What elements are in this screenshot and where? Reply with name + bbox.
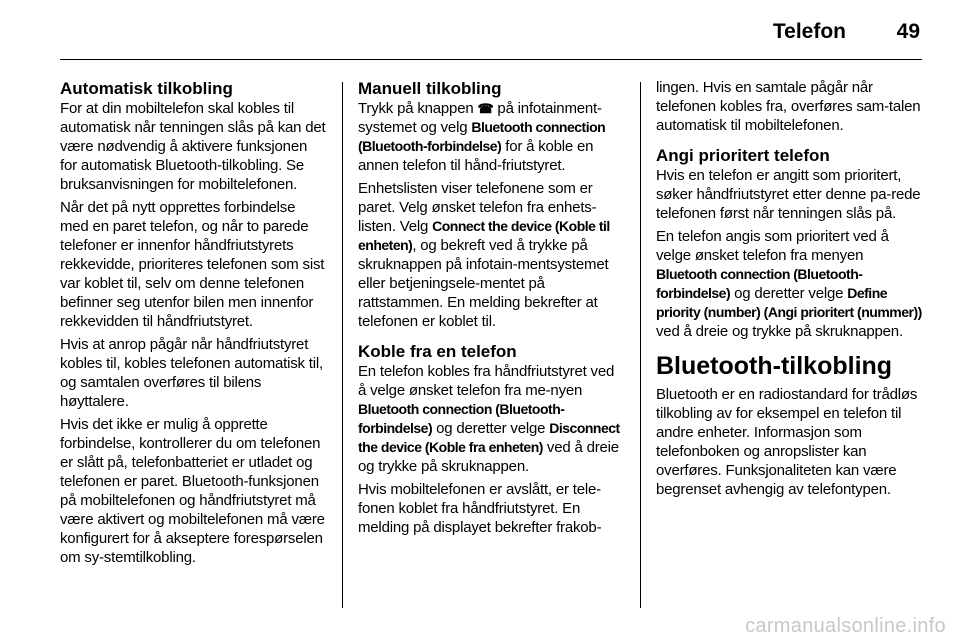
- paragraph: [358, 179, 624, 331]
- text-run: på infotainment-systemet og velg: [358, 100, 602, 136]
- paragraph: [358, 362, 624, 476]
- paragraph: lingen. Hvis en samtale pågår når telefonen kobles fra, overføres sam-talen automatisk til mobiltelefonen.: [656, 79, 921, 134]
- column-divider-2: [640, 82, 641, 608]
- heading-automatisk-tilkobling: Automatisk tilkobling: [60, 79, 233, 98]
- page-title: Telefon: [772, 20, 846, 43]
- heading-bluetooth-tilkobling: Bluetooth-tilkobling: [656, 352, 893, 380]
- menu-term: Bluetooth connection (Bluetooth-forbindelse): [358, 401, 565, 436]
- heading-angi-prioritert: Angi prioritert telefon: [656, 146, 830, 165]
- text-run: ved å dreie og trykke på skruknappen.: [656, 323, 903, 340]
- paragraph: For at din mobiltelefon skal kobles til automatisk når tenningen slås på kan det være nødvendig å aktivere funksjonen for automatisk Bluetooth-tilkobling. Se bruksanvisningen for mobiltelefonen.: [60, 100, 326, 193]
- paragraph: Hvis en telefon er angitt som prioritert, søker håndfriutstyret etter denne pa-rede telefonen først når tenningen slås på.: [656, 167, 921, 222]
- paragraph: Hvis det ikke er mulig å opprette forbindelse, kontrollerer du om telefonen er slått på, telefonbatteriet er utladet og telefonen er paret. Bluetooth-funksjonen på mobiltelefonen og håndfriutstyret må være aktivert og mobiltelefonen må være konfigurert for å akseptere forespørselen om sy-stemtilkobling.: [60, 416, 325, 566]
- heading-koble-fra: Koble fra en telefon: [358, 342, 517, 361]
- column-3: [656, 78, 924, 503]
- text-run: , og bekreft ved å trykke på skruknappen på infotain-mentsystemet eller betjeningsele-mentet på rattstammen. En melding bekrefter at telefonen er koblet til.: [358, 237, 609, 330]
- column-divider-1: [342, 82, 343, 608]
- text-run: En telefon angis som prioritert ved å velge ønsket telefon fra menyen: [656, 228, 889, 264]
- paragraph: Bluetooth er en radiostandard for trådløs tilkobling av for eksempel en telefon til andre enheter. Informasjon som telefonboken og anropslister kan overføres. Funksjonaliteten kan være begrenset avhengig av telefontypen.: [656, 386, 918, 498]
- text-run: Trykk på knappen: [358, 100, 474, 117]
- page-number: 49: [896, 20, 920, 43]
- menu-term: Define priority (number) (Angi prioritert (nummer)): [656, 285, 922, 320]
- paragraph: Hvis mobiltelefonen er avslått, er tele-fonen koblet fra håndfriutstyret. En melding på displayet bekrefter frakob-: [358, 481, 602, 536]
- paragraph: Når det på nytt opprettes forbindelse med en paret telefon, og når to parede telefoner er innenfor håndfriutstyrets rekkevidde, prioriteres telefonen som sist var koblet til, selv om denne telefonen befinner seg utenfor bilen men innenfor rekkevidden til håndfriutstyret.: [60, 199, 325, 330]
- column-1: [60, 78, 326, 571]
- paragraph: Hvis at anrop pågår når håndfriutstyret kobles til, kobles telefonen automatisk til, og samtalen overføres til bilens høyttalere.: [60, 336, 324, 410]
- menu-term: Connect the device (Koble til enheten): [358, 218, 610, 253]
- text-run: og deretter velge: [734, 285, 844, 302]
- column-2: [358, 78, 624, 541]
- menu-term: Disconnect the device (Koble fra enheten): [358, 420, 620, 455]
- text-run: for å koble en annen telefon til hånd-friutstyret.: [358, 138, 594, 174]
- watermark: carmanualsonline.info: [745, 615, 946, 637]
- menu-term: Bluetooth connection (Bluetooth-forbindelse): [656, 266, 863, 301]
- text-run: En telefon kobles fra håndfriutstyret ved å velge ønsket telefon fra me-nyen: [358, 363, 615, 399]
- header-rule: [60, 59, 922, 60]
- heading-manuell-tilkobling: Manuell tilkobling: [358, 79, 502, 98]
- menu-term: Bluetooth connection (Bluetooth-forbindelse): [358, 119, 606, 154]
- text-run: Enhetslisten viser telefonene som er paret. Velg ønsket telefon fra enhets-listen. Velg: [358, 180, 597, 235]
- page-header: [60, 14, 922, 58]
- phone-icon: ☎: [477, 101, 494, 116]
- paragraph: [656, 227, 924, 341]
- text-run: ved å dreie og trykke på skruknappen.: [358, 439, 619, 475]
- text-run: og deretter velge: [436, 420, 546, 437]
- paragraph: [358, 99, 624, 175]
